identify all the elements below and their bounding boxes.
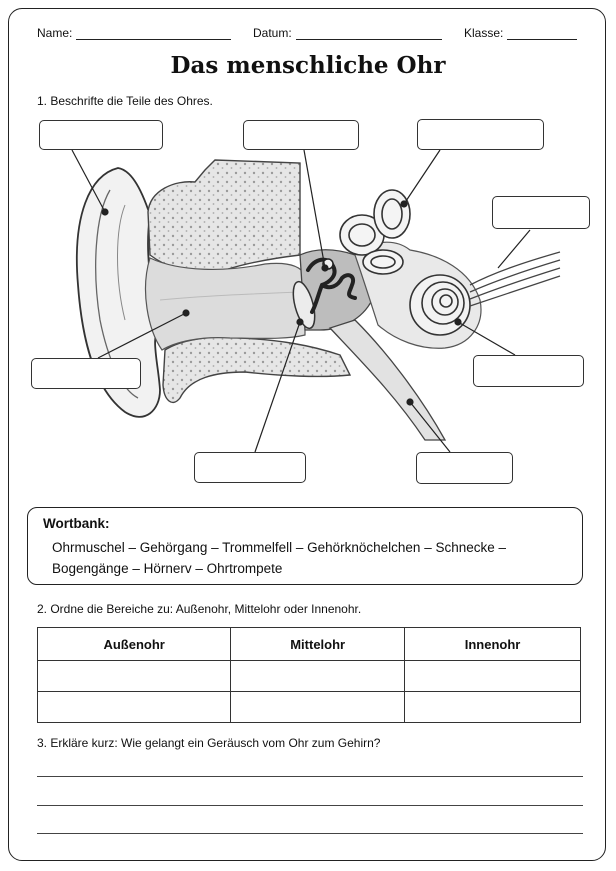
label-box-7[interactable]	[194, 452, 306, 483]
answer-line-1[interactable]	[37, 776, 583, 777]
table-cell[interactable]	[38, 692, 231, 723]
temporal-bone-upper	[148, 160, 300, 272]
cochlea-shape	[410, 275, 470, 335]
date-label: Datum:	[253, 26, 292, 40]
task-2-instruction: 2. Ordne die Bereiche zu: Außenohr, Mittelohr oder Innenohr.	[37, 602, 362, 616]
table-header-row	[38, 628, 581, 661]
page-title: Das menschliche Ohr	[170, 52, 446, 79]
name-label: Name:	[37, 26, 73, 40]
label-box-5[interactable]	[31, 358, 141, 389]
ear-canal-shape	[146, 258, 305, 350]
label-box-3[interactable]	[417, 119, 544, 150]
column-header-outer-ear: Außenohr	[38, 628, 231, 661]
column-header-middle-ear: Mittelohr	[231, 628, 405, 661]
table-row	[38, 692, 581, 723]
column-header-inner-ear: Innenohr	[405, 628, 581, 661]
class-label: Klasse:	[464, 26, 504, 40]
table-cell[interactable]	[405, 661, 581, 692]
table-cell[interactable]	[405, 692, 581, 723]
word-bank	[27, 507, 583, 585]
classification-table	[37, 627, 581, 723]
label-box-4[interactable]	[492, 196, 590, 229]
task-3-instruction: 3. Erkläre kurz: Wie gelangt ein Geräusch vom Ohr zum Gehirn?	[37, 736, 381, 750]
table-cell[interactable]	[38, 661, 231, 692]
label-box-1[interactable]	[39, 120, 163, 150]
answer-line-3[interactable]	[37, 833, 583, 834]
answer-line-2[interactable]	[37, 805, 583, 806]
table-cell[interactable]	[231, 661, 405, 692]
temporal-bone-lower	[163, 337, 350, 402]
label-box-8[interactable]	[416, 452, 513, 484]
label-box-2[interactable]	[243, 120, 359, 150]
task-1-instruction: 1. Beschrifte die Teile des Ohres.	[37, 94, 213, 108]
auditory-nerve-shape	[470, 252, 560, 306]
word-bank-line-2: Bogengänge – Hörnerv – Ohrtrompete	[52, 561, 283, 576]
word-bank-title: Wortbank:	[43, 516, 110, 531]
table-cell[interactable]	[231, 692, 405, 723]
label-box-6[interactable]	[473, 355, 584, 387]
word-bank-line-1: Ohrmuschel – Gehörgang – Trommelfell – Gehörknöchelchen – Schnecke –	[52, 540, 506, 555]
table-row	[38, 661, 581, 692]
